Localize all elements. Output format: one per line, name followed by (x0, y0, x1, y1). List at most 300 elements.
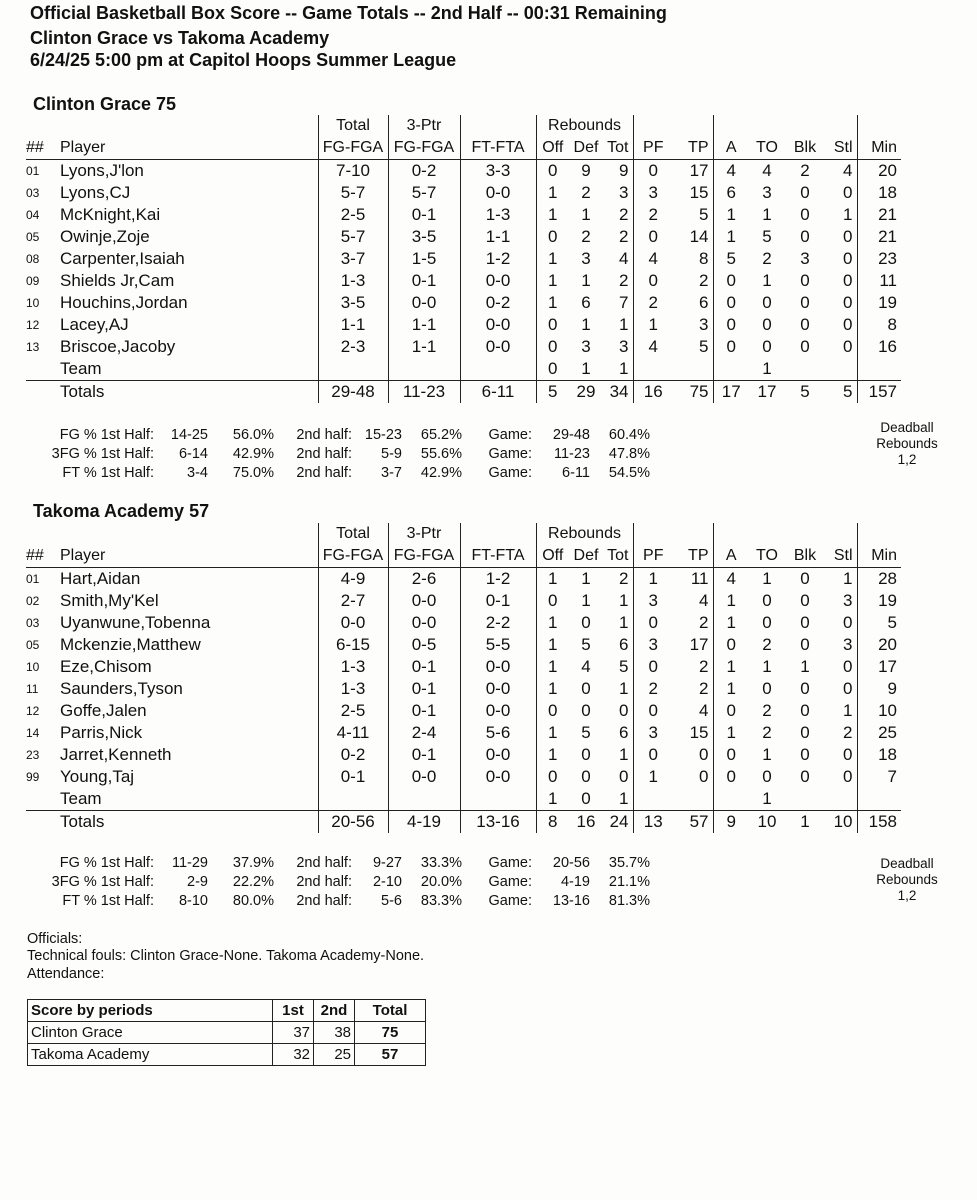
player-num: 02 (26, 594, 40, 608)
player-to: 0 (762, 613, 772, 632)
totals-off: 5 (536, 381, 569, 404)
blank (633, 523, 673, 545)
pct-label: FG % 1st Half: (59, 427, 154, 443)
player-fg: 4-11 (318, 722, 388, 744)
score-row (28, 1044, 426, 1066)
header-1st: 1st (273, 1000, 314, 1022)
pct-h2l: 2nd half: (296, 874, 352, 890)
player-to: 1 (762, 359, 772, 378)
player-fg3: 0-0 (388, 590, 460, 612)
totals-blk: 1 (785, 811, 825, 834)
player-name: Lyons,CJ (60, 182, 318, 204)
header-total: Total (355, 1000, 426, 1022)
header-to: TO (749, 545, 785, 568)
player-min: 21 (878, 227, 897, 246)
player-a: 1 (726, 723, 736, 742)
box-score-table (26, 115, 901, 403)
blank (60, 523, 318, 545)
player-tp: 5 (673, 204, 713, 226)
pct-gl: Game: (488, 874, 532, 890)
pct-h2: 3-7 (381, 465, 402, 481)
player-min: 5 (887, 613, 897, 632)
pct-h2: 9-27 (372, 855, 402, 871)
totals-tot: 34 (603, 381, 633, 404)
player-a: 1 (726, 657, 736, 676)
blank (26, 811, 60, 834)
player-row (26, 182, 901, 204)
column-header-row (26, 545, 901, 568)
pct-label: FT % 1st Half: (62, 893, 154, 909)
player-a: 6 (726, 183, 736, 202)
deadball-rebounds (862, 856, 952, 904)
player-to: 5 (762, 227, 772, 246)
player-stl: 0 (825, 248, 857, 270)
totals-fg3: 4-19 (388, 811, 460, 834)
player-num: 13 (26, 340, 40, 354)
totals-stl: 10 (825, 811, 857, 834)
totals-fg3: 11-23 (388, 381, 460, 404)
shooting-percentages (40, 426, 650, 483)
team-name: Clinton Grace (28, 1022, 273, 1044)
player-fg: 6-15 (318, 634, 388, 656)
score-by-periods-table (27, 999, 426, 1066)
player-name: Briscoe,Jacoby (60, 336, 318, 358)
pct-h1p: 80.0% (232, 893, 274, 909)
total-score: 75 (355, 1022, 426, 1044)
player-def: 1 (581, 315, 591, 334)
player-pf (633, 358, 673, 381)
group-rebounds: Rebounds (536, 523, 633, 545)
player-def: 4 (581, 657, 591, 676)
player-fg: 2-3 (318, 336, 388, 358)
player-to: 0 (762, 591, 772, 610)
player-blk: 0 (800, 293, 810, 312)
pct-g: 6-11 (562, 465, 590, 481)
player-off: 1 (548, 293, 558, 312)
header-ft: FT-FTA (460, 545, 536, 568)
player-stl: 0 (825, 292, 857, 314)
player-num: 11 (26, 682, 39, 696)
player-pf: 0 (648, 271, 658, 290)
pct-label: 3FG % 1st Half: (51, 446, 154, 462)
blank (825, 115, 857, 137)
player-ft: 0-0 (460, 766, 536, 788)
player-pf: 1 (648, 569, 658, 588)
player-tot: 1 (603, 744, 633, 766)
player-to: 0 (762, 679, 772, 698)
player-pf: 0 (648, 227, 658, 246)
player-pf: 0 (648, 613, 658, 632)
blank (60, 115, 318, 137)
blank (26, 381, 60, 404)
pct-h2: 2-10 (372, 874, 402, 890)
player-min: 10 (878, 701, 897, 720)
player-fg: 7-10 (318, 160, 388, 183)
player-pf: 4 (648, 337, 658, 356)
player-blk: 0 (800, 337, 810, 356)
blank (749, 523, 785, 545)
player-off: 0 (548, 227, 558, 246)
player-pf: 2 (648, 205, 658, 224)
player-pf: 0 (648, 657, 658, 676)
blank (673, 523, 713, 545)
player-def: 0 (581, 767, 591, 786)
player-def: 0 (581, 701, 591, 720)
rebounds-label: Rebounds (876, 872, 938, 887)
pct-gl: Game: (488, 893, 532, 909)
player-off: 0 (548, 701, 558, 720)
player-blk: 0 (800, 271, 810, 290)
player-fg: 0-0 (318, 612, 388, 634)
pct-g: 29-48 (552, 427, 590, 443)
pct-h1p: 75.0% (232, 465, 274, 481)
player-fg3: 0-0 (388, 612, 460, 634)
player-fg3: 0-1 (388, 270, 460, 292)
header-label: Score by periods (28, 1000, 273, 1022)
player-name: Uyanwune,Tobenna (60, 612, 318, 634)
player-def: 3 (581, 249, 591, 268)
player-to: 0 (762, 767, 772, 786)
player-stl: 0 (825, 182, 857, 204)
header-min: Min (857, 545, 901, 568)
player-off: 1 (548, 723, 558, 742)
player-def: 0 (581, 789, 591, 808)
player-tp: 15 (673, 182, 713, 204)
header-def: Def (569, 137, 603, 160)
player-ft: 0-0 (460, 744, 536, 766)
header-a: A (713, 545, 749, 568)
player-pf: 0 (648, 161, 658, 180)
team-title: Clinton Grace 75 (33, 94, 177, 114)
player-stl (825, 788, 857, 811)
player-tot: 1 (603, 788, 633, 811)
totals-a: 17 (713, 381, 749, 404)
player-blk: 0 (800, 679, 810, 698)
player-num: 04 (26, 208, 40, 222)
pct-h2l: 2nd half: (296, 855, 352, 871)
player-ft: 0-2 (460, 292, 536, 314)
player-ft: 0-0 (460, 314, 536, 336)
player-a (713, 358, 749, 381)
pct-g: 13-16 (552, 893, 590, 909)
player-a: 1 (726, 613, 736, 632)
pct-row (40, 854, 650, 873)
player-row (26, 568, 901, 591)
pct-h2p: 33.3% (420, 855, 462, 871)
player-blk: 0 (800, 205, 810, 224)
totals-row (26, 381, 901, 404)
pct-h2p: 83.3% (420, 893, 462, 909)
player-stl: 0 (825, 766, 857, 788)
player-off: 0 (548, 359, 558, 378)
player-def: 0 (581, 679, 591, 698)
header-blk: Blk (785, 545, 825, 568)
player-to: 2 (762, 249, 772, 268)
player-a: 0 (726, 271, 736, 290)
pct-h2: 5-9 (381, 446, 402, 462)
player-fg: 1-3 (318, 270, 388, 292)
player-name: McKnight,Kai (60, 204, 318, 226)
player-def: 1 (581, 569, 591, 588)
player-fg3: 0-2 (388, 160, 460, 183)
pct-h2p: 20.0% (420, 874, 462, 890)
player-fg3: 0-1 (388, 678, 460, 700)
player-row (26, 314, 901, 336)
player-off: 1 (548, 249, 558, 268)
player-def: 1 (581, 205, 591, 224)
totals-pf: 13 (633, 811, 673, 834)
pct-h2l: 2nd half: (296, 446, 352, 462)
player-def: 2 (581, 183, 591, 202)
pct-g: 4-19 (560, 874, 590, 890)
box-score-table (26, 523, 901, 833)
player-tot: 1 (603, 678, 633, 700)
totals-a: 9 (713, 811, 749, 834)
player-a: 5 (726, 249, 736, 268)
player-a: 0 (726, 315, 736, 334)
player-to: 2 (762, 635, 772, 654)
player-tot: 0 (603, 700, 633, 722)
player-min: 11 (879, 271, 897, 290)
player-a: 0 (726, 635, 736, 654)
player-fg: 0-2 (318, 744, 388, 766)
player-stl: 0 (825, 678, 857, 700)
player-blk: 0 (800, 315, 810, 334)
pct-h2: 15-23 (364, 427, 402, 443)
score-row (28, 1022, 426, 1044)
player-to: 1 (762, 271, 772, 290)
player-pf: 2 (648, 679, 658, 698)
player-ft: 0-0 (460, 678, 536, 700)
player-stl: 4 (825, 160, 857, 183)
player-blk (785, 788, 825, 811)
blank (633, 115, 673, 137)
totals-tot: 24 (603, 811, 633, 834)
totals-off: 8 (536, 811, 569, 834)
player-fg3: 0-1 (388, 204, 460, 226)
player-ft: 0-1 (460, 590, 536, 612)
player-min: 9 (887, 679, 897, 698)
player-stl: 0 (825, 314, 857, 336)
period-2-score: 25 (314, 1044, 355, 1066)
player-tp: 2 (673, 612, 713, 634)
player-row (26, 700, 901, 722)
player-num: 01 (26, 164, 40, 178)
player-def: 5 (581, 723, 591, 742)
player-name: Eze,Chisom (60, 656, 318, 678)
player-fg3: 0-5 (388, 634, 460, 656)
player-min: 20 (878, 635, 897, 654)
player-row (26, 226, 901, 248)
player-to: 2 (762, 723, 772, 742)
pct-gl: Game: (488, 427, 532, 443)
header-line-3: 6/24/25 5:00 pm at Capitol Hoops Summer League (30, 50, 457, 70)
player-off: 1 (548, 613, 558, 632)
player-stl: 0 (825, 612, 857, 634)
player-fg: 2-5 (318, 204, 388, 226)
player-tot: 6 (603, 634, 633, 656)
deadball-value: 1,2 (897, 452, 917, 467)
totals-fg: 29-48 (318, 381, 388, 404)
team-title: Takoma Academy 57 (33, 501, 210, 521)
player-name: Houchins,Jordan (60, 292, 318, 314)
player-row (26, 358, 901, 381)
player-off: 1 (548, 635, 558, 654)
player-min: 17 (878, 657, 897, 676)
pct-gp: 81.3% (608, 893, 650, 909)
player-row (26, 160, 901, 183)
totals-blk: 5 (785, 381, 825, 404)
player-name: Smith,My'Kel (60, 590, 318, 612)
player-a: 1 (726, 679, 736, 698)
player-ft: 0-0 (460, 270, 536, 292)
player-stl: 2 (825, 722, 857, 744)
total-score: 57 (355, 1044, 426, 1066)
player-min: 28 (878, 569, 897, 588)
player-fg3: 0-0 (388, 766, 460, 788)
player-to: 1 (762, 789, 772, 808)
pct-h1: 14-25 (170, 427, 208, 443)
player-a: 0 (726, 337, 736, 356)
player-tp: 2 (673, 656, 713, 678)
player-ft: 0-0 (460, 336, 536, 358)
player-pf (633, 788, 673, 811)
player-tp: 14 (673, 226, 713, 248)
player-name: Shields Jr,Cam (60, 270, 318, 292)
player-to: 0 (762, 337, 772, 356)
player-blk (785, 358, 825, 381)
player-num: 10 (26, 660, 40, 674)
header-line-1: Official Basketball Box Score -- Game Totals -- 2nd Half -- 00:31 Remaining (30, 3, 667, 23)
player-off: 0 (548, 591, 558, 610)
player-ft: 3-3 (460, 160, 536, 183)
header-num: ## (26, 545, 60, 568)
player-tp: 17 (673, 634, 713, 656)
player-name: Young,Taj (60, 766, 318, 788)
player-to: 3 (762, 183, 772, 202)
player-fg3: 0-1 (388, 656, 460, 678)
header-fg: FG-FGA (318, 545, 388, 568)
player-def: 9 (581, 161, 591, 180)
player-to: 1 (762, 745, 772, 764)
player-stl: 3 (825, 590, 857, 612)
player-ft: 5-6 (460, 722, 536, 744)
player-fg: 3-7 (318, 248, 388, 270)
player-blk: 1 (800, 657, 810, 676)
player-tp: 3 (673, 314, 713, 336)
player-off: 1 (548, 657, 558, 676)
player-blk: 3 (800, 249, 810, 268)
player-fg: 2-5 (318, 700, 388, 722)
blank (857, 115, 901, 137)
player-a: 1 (726, 591, 736, 610)
player-tot: 2 (603, 204, 633, 226)
player-ft: 2-2 (460, 612, 536, 634)
player-stl: 0 (825, 656, 857, 678)
player-tot: 1 (603, 612, 633, 634)
totals-to: 17 (749, 381, 785, 404)
player-def: 5 (581, 635, 591, 654)
player-ft: 1-2 (460, 248, 536, 270)
period-2-score: 38 (314, 1022, 355, 1044)
player-tp: 0 (673, 766, 713, 788)
rebounds-label: Rebounds (876, 436, 938, 451)
pct-h1p: 42.9% (232, 446, 274, 462)
player-pf: 4 (648, 249, 658, 268)
pct-gl: Game: (488, 465, 532, 481)
group-rebounds: Rebounds (536, 115, 633, 137)
player-blk: 0 (800, 723, 810, 742)
player-row (26, 788, 901, 811)
player-num (26, 788, 60, 811)
header-tp: TP (673, 545, 713, 568)
header-fg3: FG-FGA (388, 137, 460, 160)
player-pf: 0 (648, 745, 658, 764)
blank (749, 115, 785, 137)
header-stl: Stl (825, 545, 857, 568)
player-tp (673, 358, 713, 381)
player-tot: 0 (603, 766, 633, 788)
shooting-percentages (40, 854, 650, 911)
player-ft: 1-1 (460, 226, 536, 248)
header-tot: Tot (603, 137, 633, 160)
player-stl: 0 (825, 270, 857, 292)
player-off: 1 (548, 569, 558, 588)
header-num: ## (26, 137, 60, 160)
player-num: 99 (26, 770, 40, 784)
player-num: 05 (26, 230, 40, 244)
pct-h1: 6-14 (178, 446, 208, 462)
totals-name: Totals (60, 811, 318, 834)
period-1-score: 32 (273, 1044, 314, 1066)
player-min: 18 (878, 745, 897, 764)
deadball-label: Deadball (880, 420, 934, 435)
totals-stl: 5 (825, 381, 857, 404)
player-min: 8 (887, 315, 897, 334)
totals-fg: 20-56 (318, 811, 388, 834)
totals-pf: 16 (633, 381, 673, 404)
player-fg: 0-1 (318, 766, 388, 788)
player-blk: 2 (800, 161, 810, 180)
pct-h2p: 42.9% (420, 465, 462, 481)
player-fg3 (388, 788, 460, 811)
totals-name: Totals (60, 381, 318, 404)
player-blk: 0 (800, 183, 810, 202)
player-num: 03 (26, 186, 40, 200)
pct-row (40, 873, 650, 892)
player-blk: 0 (800, 227, 810, 246)
player-tp: 2 (673, 678, 713, 700)
pct-h1p: 56.0% (232, 427, 274, 443)
player-num: 14 (26, 726, 40, 740)
player-off: 1 (548, 745, 558, 764)
blank (460, 115, 536, 137)
header-pf: PF (633, 137, 673, 160)
player-fg3 (388, 358, 460, 381)
player-pf: 1 (648, 315, 658, 334)
player-tot: 2 (603, 270, 633, 292)
player-tp: 4 (673, 590, 713, 612)
player-to: 4 (762, 161, 772, 180)
player-tp: 4 (673, 700, 713, 722)
player-tp: 15 (673, 722, 713, 744)
column-group-row (26, 115, 901, 137)
player-name: Mckenzie,Matthew (60, 634, 318, 656)
player-fg: 1-3 (318, 656, 388, 678)
pct-h2l: 2nd half: (296, 465, 352, 481)
player-def: 1 (581, 271, 591, 290)
player-a: 0 (726, 701, 736, 720)
